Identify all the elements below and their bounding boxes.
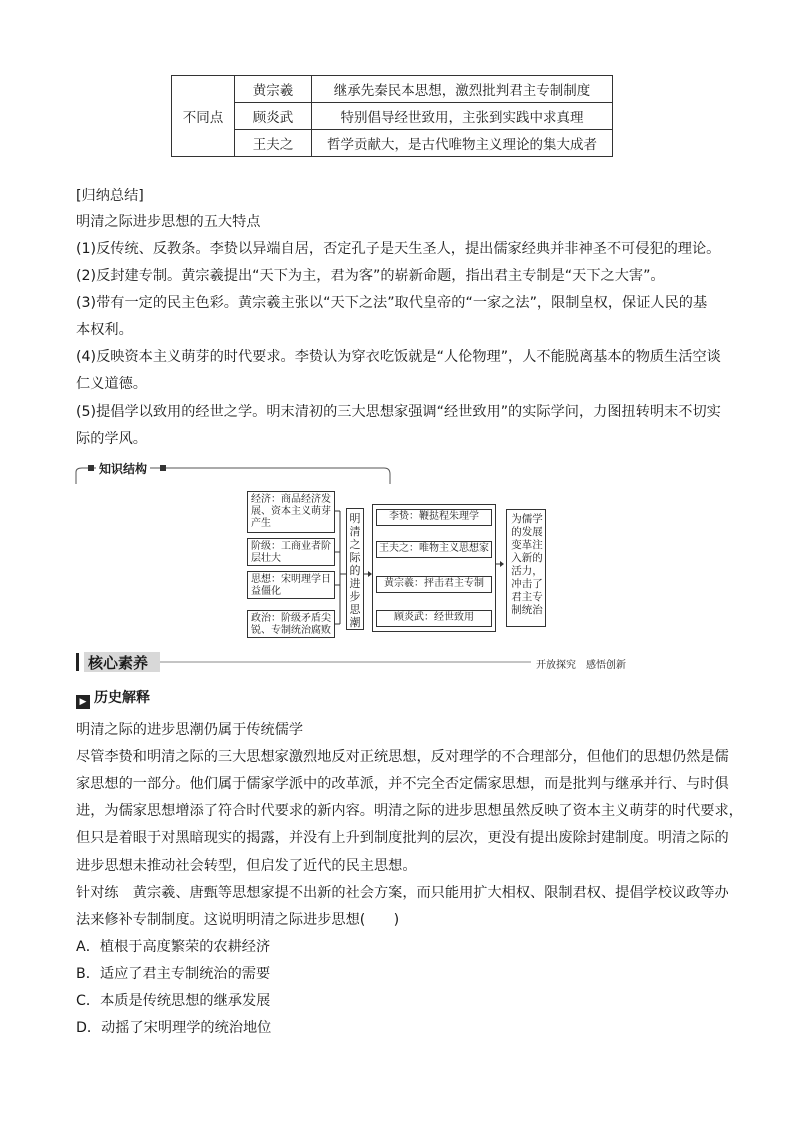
comparison-table — [171, 75, 613, 157]
summary-line: 本权利。 — [76, 322, 133, 338]
center-concept-label: 明清之际的进步思潮 — [349, 512, 361, 629]
summary-line: (2)反封建专制。黄宗羲提出“天下为主，君为客”的崭新命题，指出君主专制是“天下之大害”。 — [76, 268, 665, 284]
option-d[interactable]: D．动摇了宋明理学的统治地位 — [76, 1020, 272, 1036]
option-b[interactable]: B．适应了君主专制统治的需要 — [76, 966, 271, 982]
table-row — [172, 130, 613, 157]
table-cell-desc: 继承先秦民本思想，激烈批判君主专制制度 — [312, 76, 613, 103]
history-line: 家思想的一部分。他们属于儒家学派中的改革派，并不完全否定儒家思想，而是批判与继承并行、与时俱 — [76, 776, 729, 792]
summary-label: [归纳总结] — [76, 188, 144, 204]
table-cell-desc: 特别倡导经世致用，主张到实践中求真理 — [312, 103, 613, 130]
summary-heading: 明清之际进步思想的五大特点 — [76, 214, 261, 230]
exercise-line: 法来修补专制制度。这说明明清之际进步思想( ) — [76, 912, 400, 928]
history-line: 但只是着眼于对黑暗现实的揭露，并没有上升到制度批判的层次，更没有提出废除封建制度。明清之际的 — [76, 830, 729, 846]
result-box — [506, 509, 546, 627]
thinker-box: 顾炎武：经世致用 — [376, 610, 492, 627]
history-topic: 明清之际的进步思潮仍属于传统儒学 — [76, 722, 304, 738]
history-label: 历史解释 — [94, 690, 150, 706]
summary-line: (4)反映资本主义萌芽的时代要求。李贽认为穿衣吃饭就是“人伦物理”，人不能脱离基本的物质生活空谈 — [76, 349, 721, 365]
history-line: 尽管李贽和明清之际的三大思想家激烈地反对正统思想，反对理学的不合理部分，但他们的思想仍然是儒 — [76, 749, 729, 765]
core-subtitle: 开放探究 感悟创新 — [536, 660, 626, 671]
table-row — [172, 103, 613, 130]
summary-line: (3)带有一定的民主色彩。黄宗羲主张以“天下之法”取代皇帝的“一家之法”，限制皇权，保证人民的基 — [76, 295, 708, 311]
history-line: 进步思想未推动社会转型，但启发了近代的民主思想。 — [76, 858, 417, 874]
summary-line: (5)提倡学以致用的经世之学。明末清初的三大思想家强调“经世致用”的实际学问，力图扭转明末不切实 — [76, 404, 721, 420]
summary-line: 仁义道德。 — [76, 376, 147, 392]
cause-thought-box: 思想：宋明理学日益僵化 — [247, 571, 335, 599]
option-c[interactable]: C．本质是传统思想的继承发展 — [76, 993, 271, 1009]
cause-politics-box: 政治：阶级矛盾尖锐、专制统治腐败 — [247, 610, 335, 638]
cause-economy-box: 经济：商品经济发展、资本主义萌芽产生 — [247, 491, 335, 533]
thinker-box: 王夫之：唯物主义思想家 — [376, 541, 492, 558]
table-header-cell: 不同点 — [172, 76, 235, 157]
history-line: 进，为儒家思想增添了符合时代要求的新内容。明清之际的进步思想虽然反映了资本主义萌芽的时代要求， — [76, 803, 743, 819]
cause-class-box: 阶级：工商业者阶层壮大 — [247, 538, 335, 566]
core-title: 核心素养 — [88, 654, 149, 672]
table-row — [172, 76, 613, 103]
summary-line: (1)反传统、反教条。李贽以异端自居，否定孔子是天生圣人，提出儒家经典并非神圣不可侵犯的理论。 — [76, 241, 721, 257]
table-cell-name: 黄宗羲 — [235, 76, 312, 103]
history-heading — [76, 687, 150, 709]
exercise-line: 针对练 黄宗羲、唐甄等思想家提不出新的社会方案，而只能用扩大相权、限制君权、提倡学校议政等办 — [76, 885, 729, 901]
result-label: 为儒学的发展变革注入新的活力，冲击了君主专制统治 — [511, 513, 543, 616]
table-cell-name: 顾炎武 — [235, 103, 312, 130]
option-a[interactable]: A．植根于高度繁荣的农耕经济 — [76, 939, 271, 955]
knowledge-title: 知识结构 — [96, 460, 150, 477]
summary-line: 际的学风。 — [76, 431, 147, 447]
table-cell-desc: 哲学贡献大，是古代唯物主义理论的集大成者 — [312, 130, 613, 157]
table-cell-name: 王夫之 — [235, 130, 312, 157]
thinker-box: 黄宗羲：抨击君主专制 — [376, 576, 492, 593]
thinker-box: 李贽：鞭挞程朱理学 — [376, 509, 492, 526]
play-triangle-icon: ▶ — [76, 695, 90, 709]
center-concept-box — [346, 508, 364, 630]
